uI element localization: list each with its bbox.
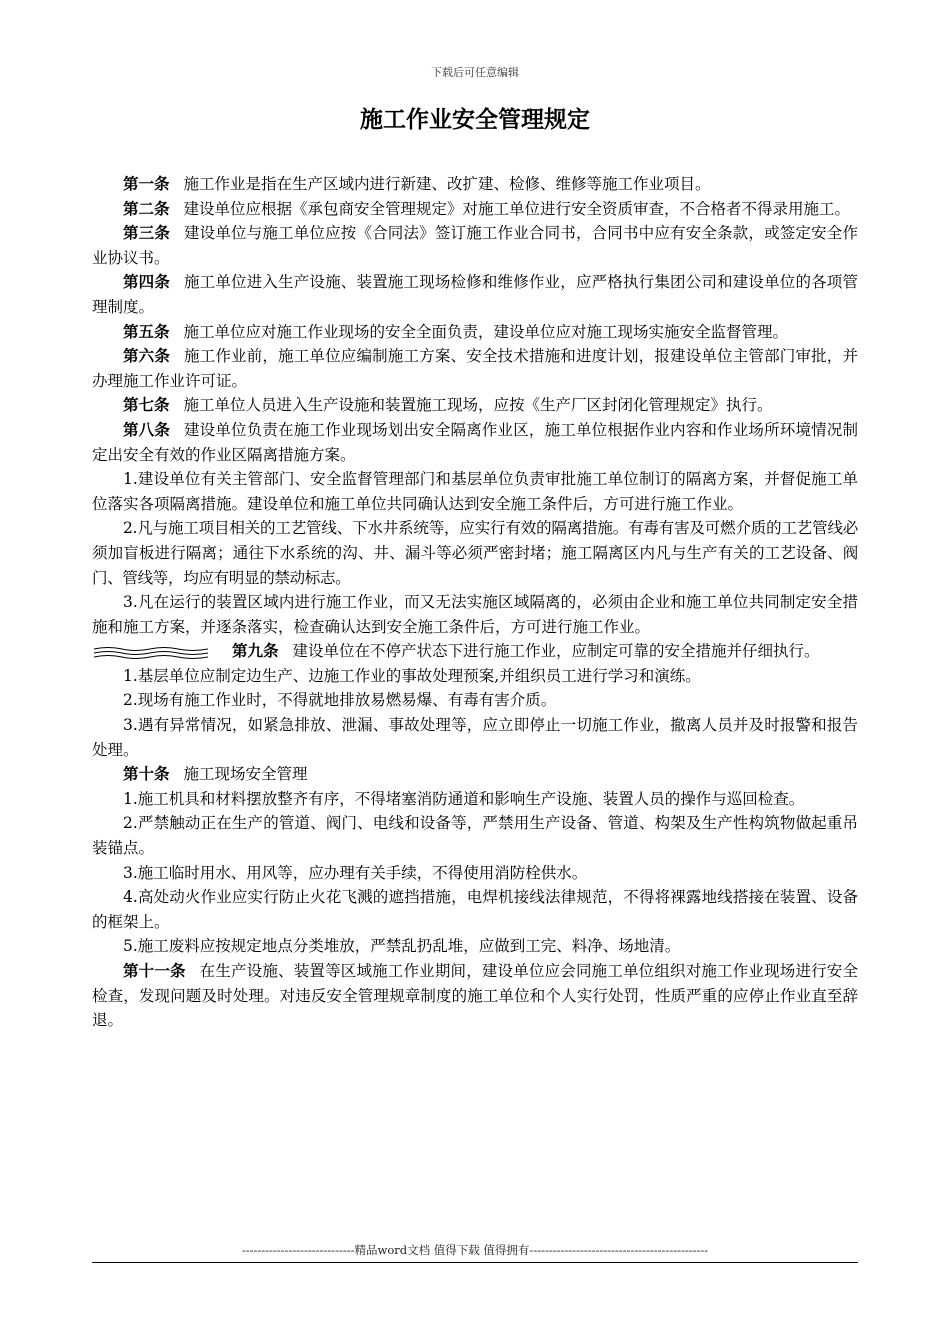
article-label: 第四条	[123, 272, 171, 292]
article-text: 建设单位负责在施工作业现场划出安全隔离作业区，施工单位根据作业内容和作业场所环境情况制定出安全有效的作业区隔离措施方案。	[92, 420, 858, 464]
article-3	[92, 221, 858, 270]
article-label: 第六条	[123, 346, 171, 366]
article-text: 施工作业是指在生产区域内进行新建、改扩建、检修、维修等施工作业项目。	[183, 175, 711, 193]
wavy-line-mark	[92, 645, 210, 659]
article-7	[92, 393, 858, 418]
article-11	[92, 959, 858, 1033]
article-text: 建设单位在不停产状态下进行施工作业，应制定可靠的安全措施并仔细执行。	[292, 642, 820, 661]
article-9	[92, 639, 858, 664]
article-8-item-2: 2.凡与施工项目相关的工艺管线、下水井系统等，应实行有效的隔离措施。有毒有害及可燃介质的工艺管线必须加盲板进行隔离；通往下水系统的沟、井、漏斗等必须严密封堵；施工隔离区内凡与生产有关的工艺设备、阀门、管线等，均应有明显的禁动标志。	[92, 519, 858, 587]
article-label: 第十条	[123, 764, 170, 784]
article-text: 施工单位应对施工作业现场的安全全面负责，建设单位应对施工现场实施安全监督管理。	[183, 322, 788, 341]
article-8-item-1: 1.建设单位有关主管部门、安全监督管理部门和基层单位负责审批施工单位制订的隔离方案，并督促施工单位落实各项隔离措施。建设单位和施工单位共同确认达到安全施工条件后，方可进行施工作业。	[92, 470, 858, 513]
article-9-item-2: 2.现场有施工作业时，不得就地排放易燃易爆、有毒有害介质。	[123, 691, 557, 710]
document-title: 施工作业安全管理规定	[360, 106, 590, 133]
article-6	[92, 344, 858, 393]
article-9-item-3: 3.遇有异常情况，如紧急排放、泄漏、事故处理等，应立即停止一切施工作业，撤离人员并及时报警和报告处理。	[92, 716, 858, 759]
article-text: 在生产设施、装置等区域施工作业期间，建设单位应会同施工单位组织对施工作业现场进行安全检查，发现问题及时处理。对违反安全管理规章制度的施工单位和个人实行处罚，性质严重的应停止作业直至辞退。	[92, 962, 858, 1030]
article-10-item-2: 2.严禁触动正在生产的管道、阀门、电线和设备等，严禁用生产设备、管道、构架及生产性构筑物做起重吊装锚点。	[92, 814, 858, 858]
article-label: 第十一条	[123, 961, 186, 980]
article-9-item-1: 1.基层单位应制定边生产、边施工作业的事故处理预案,并组织员工进行学习和演练。	[123, 666, 701, 685]
page-header: 下载后可任意编辑	[431, 66, 519, 79]
article-text: 施工单位进入生产设施、装置施工现场检修和维修作业，应严格执行集团公司和建设单位的各项管理制度。	[92, 273, 858, 316]
article-text: 建设单位应根据《承包商安全管理规定》对施工单位进行安全资质审查，不合格者不得录用施工。	[183, 199, 850, 218]
document-body	[92, 172, 858, 1033]
page-footer: -----------------------------精品word文档 值得下载 值得拥有----------------------------------------------	[241, 1243, 709, 1257]
article-10-item-5: 5.施工废料应按规定地点分类堆放，严禁乱扔乱堆，应做到工完、料净、场地清。	[123, 937, 681, 956]
article-label: 第五条	[123, 321, 170, 341]
article-label: 第一条	[123, 174, 170, 193]
article-label: 第八条	[123, 419, 171, 439]
article-label: 第九条	[232, 641, 279, 661]
article-text: 建设单位与施工单位应按《合同法》签订施工作业合同书，合同书中应有安全条款，或签定安全作业协议书。	[92, 224, 858, 267]
article-label: 第七条	[123, 395, 170, 415]
article-10-item-1: 1.施工机具和材料摆放整齐有序，不得堵塞消防通道和影响生产设施、装置人员的操作与巡回检查。	[123, 789, 805, 808]
article-text: 施工作业前，施工单位应编制施工方案、安全技术措施和进度计划，报建设单位主管部门审批，并办理施工作业许可证。	[92, 347, 858, 390]
article-label: 第二条	[123, 198, 170, 218]
article-10	[92, 762, 858, 787]
article-text: 施工现场安全管理	[183, 765, 308, 784]
article-2	[92, 197, 858, 222]
article-1	[92, 172, 858, 197]
article-5	[92, 320, 858, 345]
article-10-item-3: 3.施工临时用水、用风等，应办理有关手续，不得使用消防栓供水。	[123, 863, 588, 882]
article-8-item-3: 3.凡在运行的装置区域内进行施工作业，而又无法实施区域隔离的，必须由企业和施工单位共同制定安全措施和施工方案，并逐条落实，检查确认达到安全施工条件后，方可进行施工作业。	[92, 593, 858, 636]
article-8	[92, 418, 858, 467]
article-10-item-4: 4.高处动火作业应实行防止火花飞溅的遮挡措施，电焊机接线法律规范，不得将裸露地线搭接在装置、设备的框架上。	[92, 888, 858, 931]
footer-divider	[92, 1262, 858, 1263]
article-label: 第三条	[123, 223, 171, 243]
article-text: 施工单位人员进入生产设施和装置施工现场，应按《生产厂区封闭化管理规定》执行。	[183, 396, 773, 415]
article-4	[92, 270, 858, 319]
